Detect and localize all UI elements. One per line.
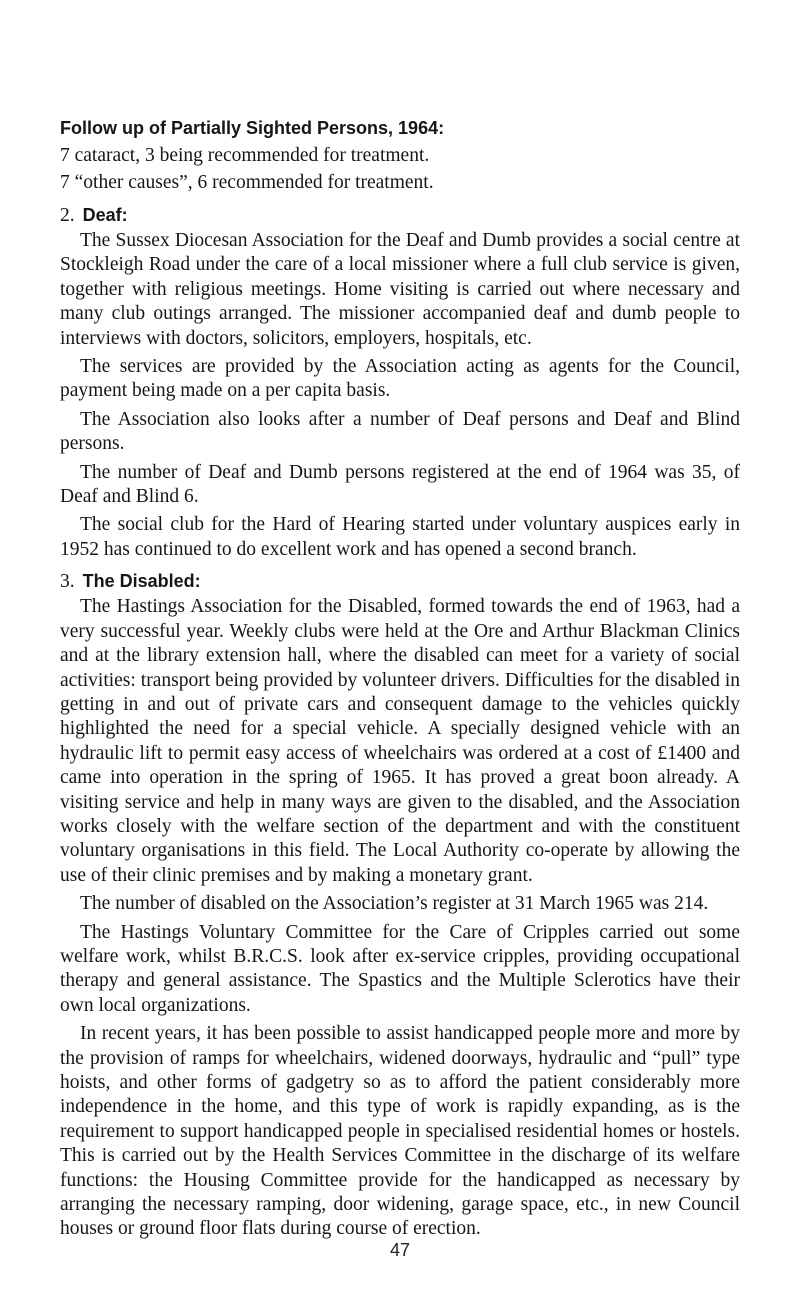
paragraph: The Hastings Association for the Disabled, formed towards the end of 1963, had a very successful year. Weekly clubs were held at the Ore and Arthur Blackman Clinics and at the library extension hall, where the disabled can meet for a variety of social activities: transport being provided by volunteer drivers. Difficulties for the disabled in getting in and out of private cars and consequent damage to the vehicles quickly highlighted the need for a special vehicle. A specially designed vehicle with an hydraulic lift to permit easy access of wheelchairs was ordered at a cost of £1400 and came into operation in the spring of 1965. It has proved a great boon already. A visiting service and help in many ways are given to the disabled, and the Association works closely with the welfare section of the department and with the constituent voluntary organisations in this field. The Local Authority co-operate by allowing the use of their clinic premises and by making a monetary grant. bbox=[60, 596, 740, 886]
paragraph: The number of disabled on the Association’s register at 31 March 1965 was 214. bbox=[80, 893, 709, 915]
paragraph: The Association also looks after a number of Deaf persons and Deaf and Blind persons. bbox=[60, 408, 740, 455]
paragraph: The number of Deaf and Dumb persons registered at the end of 1964 was 35, of Deaf and Blind 6. bbox=[60, 461, 740, 508]
section-title: Deaf: bbox=[82, 205, 128, 225]
cataract-line: 7 cataract, 3 being recommended for treatment. bbox=[60, 145, 430, 166]
document-page bbox=[60, 115, 740, 1246]
section-title: The Disabled: bbox=[82, 571, 201, 592]
section-number: 2. bbox=[60, 205, 75, 226]
section-heading-partially-sighted: Follow up of Partially Sighted Persons, 1964: bbox=[60, 118, 445, 138]
paragraph: The Hastings Voluntary Committee for the Care of Cripples carried out some welfare work, whilst B.R.C.S. look after ex-service cripples, providing occupational therapy and general assistance. The Spastics and the Multiple Sclerotics have their own local organizations. bbox=[60, 921, 740, 1016]
other-causes-line: 7 “other causes”, 6 recommended for treatment. bbox=[60, 172, 434, 193]
page-number: 47 bbox=[389, 1240, 411, 1260]
section-heading-disabled bbox=[60, 568, 740, 595]
paragraph: The social club for the Hard of Hearing started under voluntary auspices early in 1952 has continued to do excellent work and has opened a second branch. bbox=[60, 514, 740, 560]
section-number: 3. bbox=[60, 571, 75, 593]
section-heading-deaf bbox=[60, 202, 740, 229]
paragraph: In recent years, it has been possible to assist handicapped people more and more by the provision of ramps for wheelchairs, widened doorways, hydraulic and “pull” type hoists, and other forms of gadgetry so as to afford the patient considerably more independence in the home, and this type of work is rapidly expanding, as is the requirement to support handicapped people in specialised residential homes or hostels. This is carried out by the Health Services Committee in the discharge of its welfare functions: the Housing Committee provide for the handicapped as necessary by arranging the necessary ramping, door widening, garage space, etc., in new Council houses or ground floor flats during course of erection. bbox=[60, 1023, 740, 1240]
paragraph: The services are provided by the Association acting as agents for the Council, payment being made on a per capita basis. bbox=[60, 356, 740, 402]
paragraph: The Sussex Diocesan Association for the Deaf and Dumb provides a social centre at Stockleigh Road under the care of a local missioner where a full club service is given, together with religious meetings. Home visiting is carried out where necessary and many club outings arranged. The missioner accompanied deaf and dumb people to interviews with doctors, solicitors, employers, hospitals, etc. bbox=[60, 230, 740, 349]
